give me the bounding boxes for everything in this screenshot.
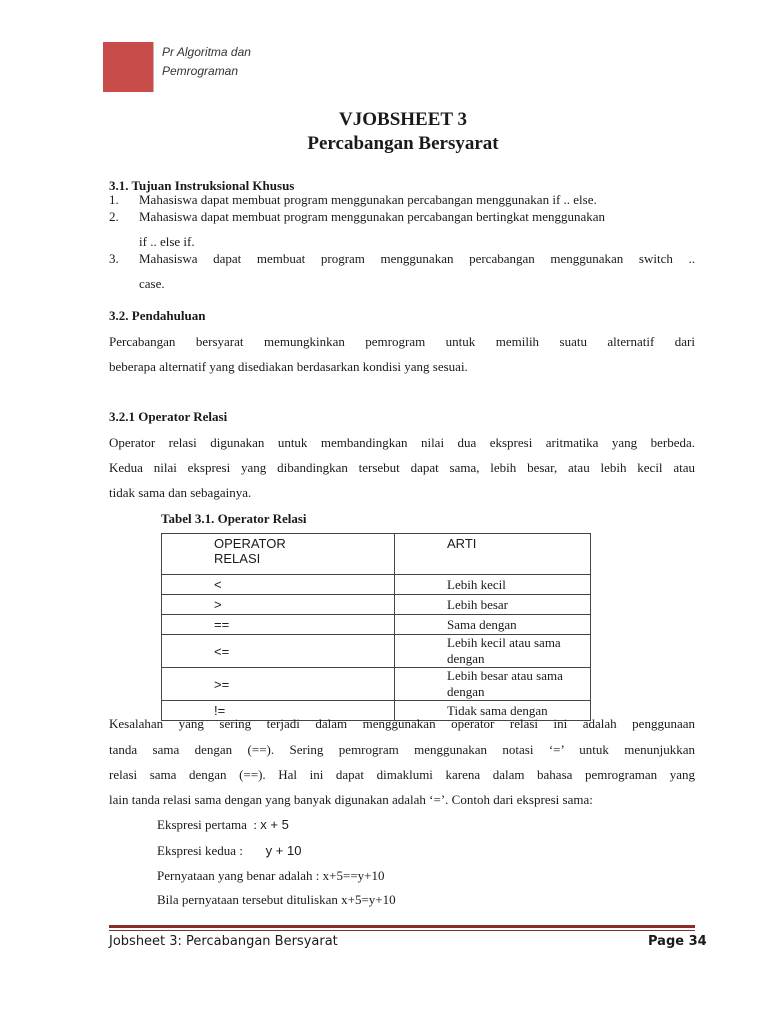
paragraph-line: beberapa alternatif yang disediakan berdasarkan kondisi yang sesuai. [109, 359, 468, 374]
paragraph-line: Percabangan bersyarat memungkinkan pemrogram untuk memilih suatu alternatif dari [109, 334, 695, 349]
arti-cell: Lebih kecil [395, 575, 591, 595]
section-heading-3-2: 3.2. Pendahuluan [109, 308, 206, 323]
table-row [162, 595, 591, 615]
header-divider [153, 42, 154, 92]
paragraph-line: tanda sama dengan (==). Sering pemrogram menggunakan notasi ‘=’ untuk menunjukkan [109, 742, 695, 757]
header-course-line1: Pr Algoritma dan [162, 45, 251, 59]
page-title: VJOBSHEET 3 [339, 109, 467, 130]
page-subtitle: Percabangan Bersyarat [307, 133, 499, 154]
example-line: Bila pernyataan tersebut dituliskan x+5=y+10 [157, 892, 396, 907]
table-caption: Tabel 3.1. Operator Relasi [161, 511, 307, 526]
arti-cell: Lebih kecil atau sama dengan [395, 635, 591, 668]
operator-cell: < [162, 575, 395, 595]
header-course-line2: Pemrograman [162, 64, 239, 78]
operator-table [161, 533, 591, 721]
table-header-operator [162, 534, 395, 575]
footer-divider-thick [109, 925, 695, 928]
list-number: 3. [109, 251, 119, 266]
operator-cell: <= [162, 635, 395, 668]
arti-cell: Lebih besar atau sama dengan [395, 668, 591, 701]
header-operator-line2: RELASI [214, 551, 261, 566]
table-row [162, 575, 591, 595]
list-number: 1. [109, 192, 119, 207]
section-heading-3-1: 3.1. Tujuan Instruksional Khusus [109, 178, 295, 193]
paragraph-line: tidak sama dan sebagainya. [109, 485, 252, 500]
example-expression: y + 10 [265, 843, 302, 858]
paragraph-line: Kedua nilai ekspresi yang dibandingkan tersebut dapat sama, lebih besar, atau lebih kecil atau [109, 460, 695, 475]
example-line [157, 817, 697, 833]
example-label: Ekspresi pertama : [157, 817, 261, 832]
example-expression: x + 5 [260, 817, 289, 832]
example-line: Pernyataan yang benar adalah : x+5==y+10 [157, 868, 385, 883]
list-item: Mahasiswa dapat membuat program menggunakan percabangan menggunakan if .. else. [139, 192, 597, 207]
footer-divider-thin [109, 930, 695, 931]
header-operator-line1: OPERATOR [214, 536, 286, 551]
list-item: Mahasiswa dapat membuat program menggunakan percabangan bertingkat menggunakan [139, 209, 606, 224]
header-logo-block [103, 42, 154, 92]
paragraph-line: relasi sama dengan (==). Hal ini dapat dimaklumi karena dalam bahasa pemrograman yang [109, 767, 695, 782]
arti-cell: Tidak sama dengan [395, 701, 591, 721]
paragraph-line: Kesalahan yang sering terjadi dalam menggunakan operator relasi ini adalah penggunaan [109, 716, 695, 731]
footer-title: Jobsheet 3: Percabangan Bersyarat [109, 934, 338, 949]
table-row [162, 615, 591, 635]
section-heading-3-2-1: 3.2.1 Operator Relasi [109, 409, 228, 424]
paragraph-line: Operator relasi digunakan untuk membandingkan nilai dua ekspresi aritmatika yang berbeda. [109, 435, 695, 450]
operator-cell: > [162, 595, 395, 615]
table-header-row [162, 534, 591, 575]
arti-cell: Sama dengan [395, 615, 591, 635]
table-row [162, 635, 591, 668]
list-item: Mahasiswa dapat membuat program menggunakan percabangan menggunakan switch .. [139, 251, 695, 266]
paragraph-line: lain tanda relasi sama dengan yang banyak digunakan adalah ‘=’. Contoh dari ekspresi sama: [109, 792, 593, 807]
operator-cell: == [162, 615, 395, 635]
table-row [162, 668, 591, 701]
table-header-arti: ARTI [395, 534, 591, 575]
operator-cell: >= [162, 668, 395, 701]
arti-cell: Lebih besar [395, 595, 591, 615]
operator-cell: != [162, 701, 395, 721]
list-item-continuation: if .. else if. [139, 234, 195, 249]
list-item-continuation: case. [139, 276, 165, 291]
example-line [157, 843, 697, 859]
example-label: Ekspresi kedua : [157, 843, 266, 858]
footer-page-number: Page 34 [648, 934, 707, 949]
list-number: 2. [109, 209, 119, 224]
